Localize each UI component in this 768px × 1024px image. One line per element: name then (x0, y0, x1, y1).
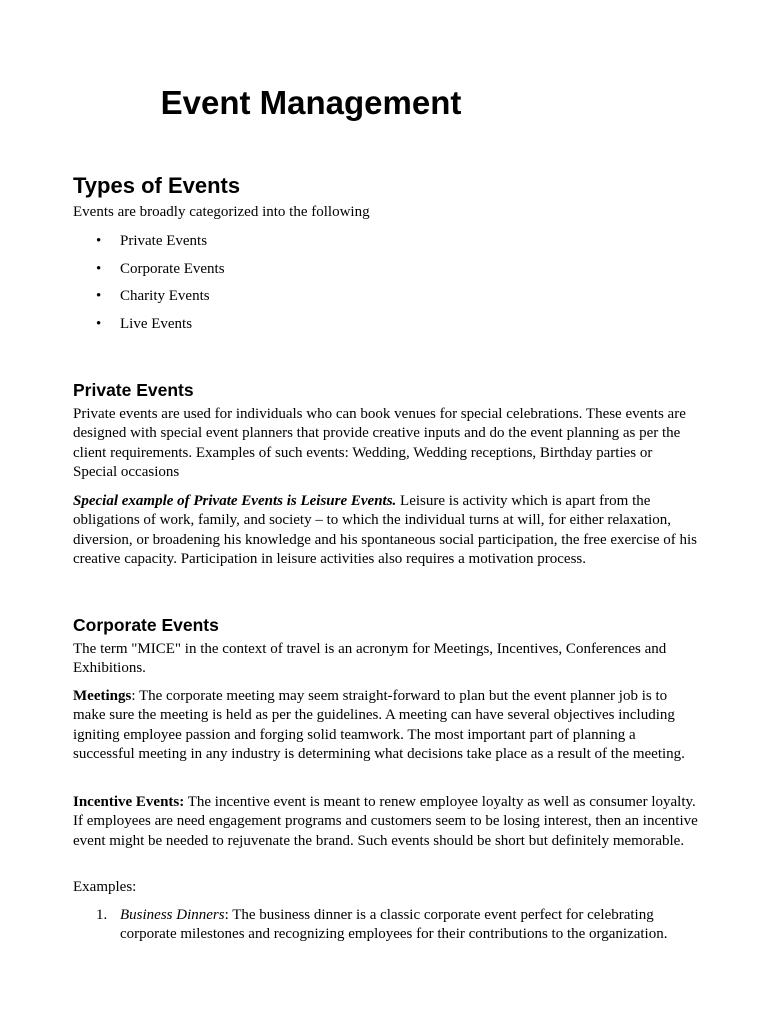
types-intro: Events are broadly categorized into the following (73, 204, 370, 220)
example-lead: Business Dinners (120, 907, 225, 923)
mice-paragraph: The term "MICE" in the context of travel is an acronym for Meetings, Incentives, Conferences and Exhibitions. (73, 641, 667, 677)
list-item: • Charity Events (96, 288, 210, 305)
list-item: • Corporate Events (96, 260, 225, 277)
private-events-paragraph: Private events are used for individuals who can book venues for special celebrations. These events are designed with special event planners that provide creative inputs and do the event planning as per the client requirements. Examples of such events: Wedding, Wedding receptions, Birthday parties or Special occasions (73, 406, 686, 481)
list-item: 1. Business Dinners: The business dinner is a classic corporate event perfect for celebrating corporate milestones and recognizing employees for their contributions to the organization. (96, 907, 668, 943)
event-types-list (73, 232, 225, 342)
meetings-lead: Meetings (73, 688, 132, 704)
list-item: • Private Events (96, 233, 208, 249)
examples-label: Examples: (73, 879, 137, 895)
page-title: Event Management (160, 84, 462, 121)
bullet-icon: • (96, 288, 102, 305)
list-item: • Live Events (96, 315, 193, 332)
leisure-events-paragraph: Special example of Private Events is Leisure Events. Leisure is activity which is apart from the obligations of work, family, and society – to which the individual turns at will, for either relaxation, diversion, or broadening his knowledge and his spontaneous social participation, the free exercise of his creative capacity. Participation in leisure activities also requires a motivation process. (73, 493, 697, 568)
bullet-icon: • (96, 233, 102, 249)
bullet-icon: • (96, 260, 102, 277)
leisure-lead: Special example of Private Events is Leisure Events. (73, 493, 397, 509)
corporate-events-heading: Corporate Events (73, 615, 219, 635)
meetings-paragraph: Meetings: The corporate meeting may seem straight-forward to plan but the event planner job is to make sure the meeting is held as per the guidelines. A meeting can have several objectives including igniting employee passion and forging solid teamwork. The most important part of planning a successful meeting in any industry is determining what decisions take place as a result of the meeting. (73, 688, 685, 763)
incentive-paragraph: Incentive Events: The incentive event is meant to renew employee loyalty as well as consumer loyalty. If employees are need engagement programs and customers seem to be losing interest, then an incentive event might be needed to rejuvenate the brand. Such events should be short but definitely memorable. (73, 794, 698, 849)
bullet-icon: • (96, 315, 102, 332)
types-heading: Types of Events (73, 173, 241, 198)
private-events-heading: Private Events (73, 380, 194, 400)
examples-list (73, 906, 698, 945)
incentive-lead: Incentive Events: (73, 794, 185, 810)
